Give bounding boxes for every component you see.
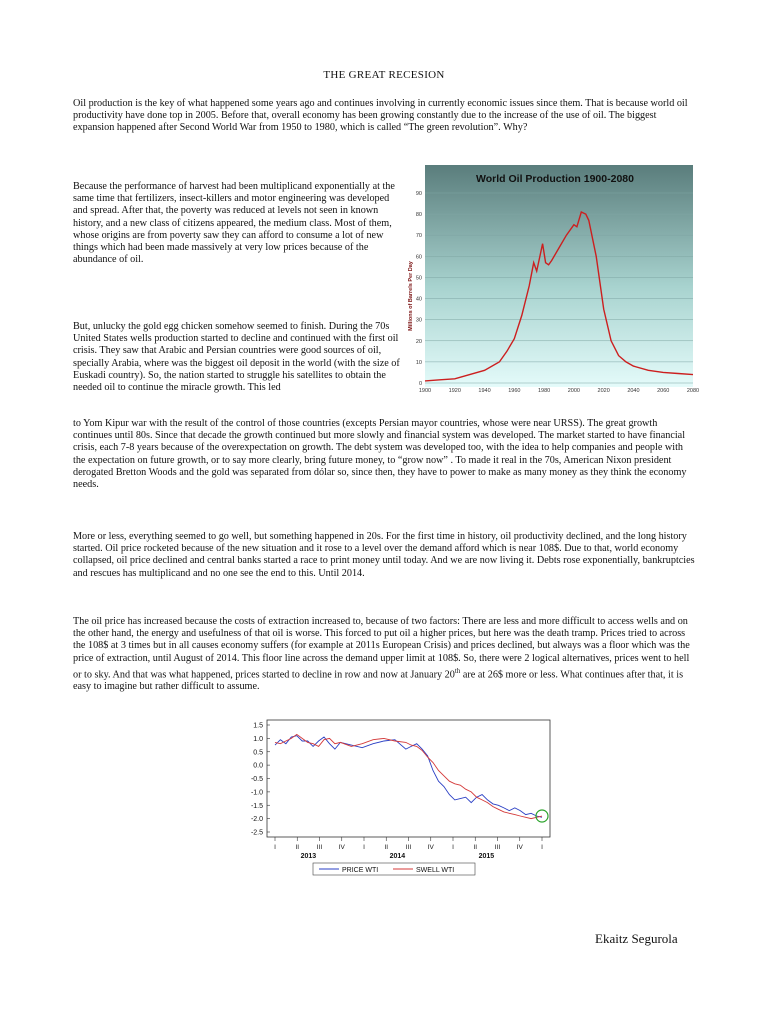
chart1-y-tick-label: 70 xyxy=(415,233,422,240)
chart1-x-tick-label: 1980 xyxy=(537,388,551,394)
chart1-ylabel: Millions of Barrels Per Day xyxy=(408,261,414,331)
chart1-background xyxy=(425,165,693,387)
paragraph-oil-price-text: The oil price has increased because the costs of extraction increased to, because of two factors: There are less and more difficult to access wells and on the other hand, the energy and usefulness of that oil is worse. This forced to put oil a higher prices, but here was the death tramp. Prices tried to across the 108$ at 3 times but in all causes economy suffers (for example at 2011s European Crisis) and prices declined, but always was a floor which was the price of extraction, until August of 2014. This floor line across the demand upper limit at 108$. So, there were 2 logical alternatives, prices went to hell or to sky. And that was what happened, prices started to decline in row and now at January 20 xyxy=(73,616,690,681)
chart2-legend-price-label: PRICE WTI xyxy=(342,867,379,874)
wti-price-chart xyxy=(235,715,555,880)
chart2-x-tick-label: IV xyxy=(516,844,523,851)
chart2-y-tick-label: -1.5 xyxy=(250,802,263,810)
chart2-x-tick-label: III xyxy=(405,844,412,851)
chart1-y-tick-label: 10 xyxy=(415,359,422,366)
chart2-x-tick-label: I xyxy=(452,844,454,851)
chart2-year-label: 2015 xyxy=(478,853,495,860)
chart2-x-tick-label: I xyxy=(541,844,543,851)
chart1-x-tick-label: 2060 xyxy=(657,388,670,394)
document-title: THE GREAT RECESION xyxy=(323,69,445,81)
chart2-legend-swell-label: SWELL WTI xyxy=(416,867,455,874)
chart1-x-tick-label: 2020 xyxy=(597,388,610,394)
paragraph-oil-crisis: But, unlucky the gold egg chicken somehow seemed to finish. During the 70s United States wells production started to decline and continued with the first oil crisis. They saw that Arabic and Persian countries were good sources of oil, specially Arabia, where was the biggest oil deposit in the world (with the size of Euskadi country). So, the nation started to struggle his satellites to obtain the needed oil to continue the miracle growth. This led xyxy=(73,321,400,394)
chart2-y-tick-label: -2.5 xyxy=(250,829,263,837)
world-oil-production-chart xyxy=(405,165,700,405)
chart2-x-tick-label: IV xyxy=(338,844,345,851)
chart1-x-tick-label: 2040 xyxy=(627,388,640,394)
chart1-y-tick-label: 50 xyxy=(415,275,422,282)
chart2-year-label: 2014 xyxy=(389,853,406,860)
chart1-x-tick-label: 2000 xyxy=(567,388,581,394)
superscript-th: th xyxy=(454,666,461,675)
paragraph-productivity-decline: More or less, everything seemed to go well, but something happened in 20s. For the first time in history, oil productivity declined, and the long history started. Oil price rocketed because of the new situation and it rose to a level over the demand afford which is near 108$. Due to that, world economy collapsed, oil price declined and central banks started a race to print money until today. And we are now living it. Debts rose exponentially, bankruptcies and rescues has multiplicand and no one see the end to this. Until 2014. xyxy=(73,531,695,579)
chart1-x-tick-label: 1940 xyxy=(478,388,491,394)
chart1-x-tick-label: 1960 xyxy=(508,388,521,394)
chart2-year-label: 2013 xyxy=(300,853,317,860)
chart1-x-tick-label: 2080 xyxy=(686,388,700,394)
chart2-y-tick-label: -0.5 xyxy=(250,776,263,783)
chart2-x-tick-label: II xyxy=(473,844,478,851)
paragraph-oil-price-tail: are at 26$ more or less. What continues after that, it is easy to imagine but rather difficult to assume. xyxy=(73,669,684,693)
chart1-y-tick-label: 80 xyxy=(415,212,422,219)
author-name: Ekaitz Segurola xyxy=(595,931,678,946)
chart2-x-tick-label: II xyxy=(384,844,389,851)
chart1-title: World Oil Production 1900-2080 xyxy=(476,173,634,185)
chart1-y-tick-label: 20 xyxy=(415,338,422,345)
chart2-x-tick-label: II xyxy=(295,844,300,851)
paragraph-oil-price xyxy=(73,616,695,694)
chart2-y-tick-label: 0.0 xyxy=(253,762,263,770)
chart1-y-tick-label: 40 xyxy=(415,296,422,303)
chart2-y-tick-label: -2.0 xyxy=(250,816,263,824)
chart2-x-tick-label: III xyxy=(316,844,323,851)
chart1-y-tick-label: 60 xyxy=(415,254,422,261)
chart2-x-tick-label: I xyxy=(274,844,276,851)
chart1-x-tick-label: 1920 xyxy=(448,388,461,394)
chart1-y-tick-label: 90 xyxy=(415,191,422,197)
chart2-y-tick-label: 0.5 xyxy=(253,749,263,757)
chart2-y-tick-label: 1.5 xyxy=(253,722,263,730)
chart1-y-tick-label: 0 xyxy=(418,381,422,387)
paragraph-green-revolution: Because the performance of harvest had been multiplicand exponentially at the same time that fertilizers, insect-killers and motor engineering was developed and spread. After that, the poverty was reduced at levels not seen in known history, and a new class of citizens appeared, the medium class. Most of them, whose origins are from poverty saw they can afford to consume a lot of new things which had been made massively at very low prices because of the abundance of oil. xyxy=(73,181,395,266)
paragraph-yom-kipur: to Yom Kipur war with the result of the control of those countries (excepts Persian mayor countries, whose were near URSS). The great growth continues until 80s. Since that decade the growth continued but more slowly and financial system was developed. The market started to have financial crisis, each 7-8 years because of the overexpectation on growth. The debt system was developed too, with the idea to help companies and people with the expectation on future growth, or to say more clearly, bring future money, to “grow now” . To made it real in the 70s, American Nixon president derogated Bretton Woods and the gold was separated from dólar so, since then, they have to power to make as many money as they think the economy needs. xyxy=(73,418,687,491)
chart2-x-tick-label: I xyxy=(363,844,365,851)
chart2-y-tick-label: -1.0 xyxy=(250,789,263,797)
chart2-x-tick-label: IV xyxy=(427,844,434,851)
chart1-x-tick-label: 1900 xyxy=(418,388,432,394)
chart2-x-tick-label: III xyxy=(494,844,501,851)
chart2-y-tick-label: 1.0 xyxy=(253,735,263,743)
paragraph-intro: Oil production is the key of what happened some years ago and continues involving in currently economic issues since them. That is because world oil productivity have done top in 2005. Before that, overall economy has been growing constantly due to the increase of the use of oil. The biggest expansion happened after Second World War from 1950 to 1980, which is called “The green revolution”. Why? xyxy=(73,98,688,134)
chart1-y-tick-label: 30 xyxy=(415,317,422,324)
